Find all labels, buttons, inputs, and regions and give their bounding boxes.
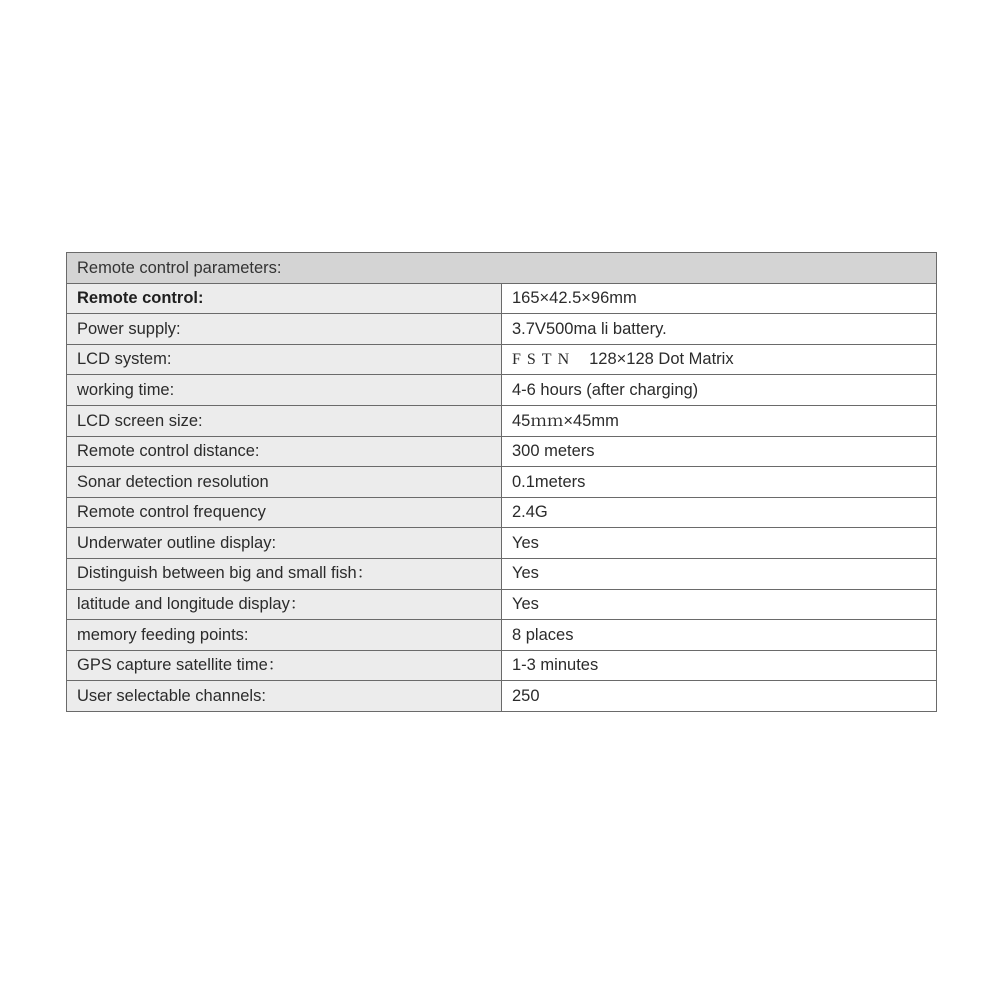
row-label: Sonar detection resolution (67, 467, 502, 498)
row-label: working time: (67, 375, 502, 406)
lcd-matrix-value: 128×128 Dot Matrix (589, 350, 734, 369)
row-value: 2.4G (502, 497, 937, 528)
row-value: 3.7V500ma li battery. (502, 314, 937, 345)
table-row (67, 528, 937, 559)
table-row (67, 497, 937, 528)
row-label: User selectable channels: (67, 681, 502, 712)
row-label: GPS capture satellite time： (67, 650, 502, 681)
row-label: Remote control: (67, 283, 502, 314)
table-header-row (67, 253, 937, 284)
table-row (67, 436, 937, 467)
table-row (67, 589, 937, 620)
table-row (67, 344, 937, 375)
spec-table (66, 252, 937, 712)
row-value: Yes (502, 558, 937, 589)
table-row (67, 283, 937, 314)
row-value (502, 344, 937, 375)
row-value: 8 places (502, 620, 937, 651)
table-row (67, 375, 937, 406)
table-title: Remote control parameters: (67, 253, 937, 284)
lcd-type-prefix: FSTN (512, 351, 576, 369)
row-label: Distinguish between big and small fish： (67, 558, 502, 589)
row-value: 0.1meters (502, 467, 937, 498)
table-row (67, 405, 937, 436)
row-value: 1-3 minutes (502, 650, 937, 681)
row-label: LCD screen size: (67, 405, 502, 436)
row-value: 165×42.5×96mm (502, 283, 937, 314)
row-label: latitude and longitude display： (67, 589, 502, 620)
row-label: memory feeding points: (67, 620, 502, 651)
table-row (67, 650, 937, 681)
row-value: Yes (502, 589, 937, 620)
row-value: Yes (502, 528, 937, 559)
table-row (67, 681, 937, 712)
row-label: Remote control frequency (67, 497, 502, 528)
row-label: LCD system: (67, 344, 502, 375)
row-value: 45ｍｍ×45mm (502, 405, 937, 436)
table-row (67, 620, 937, 651)
row-label: Underwater outline display: (67, 528, 502, 559)
table-row (67, 314, 937, 345)
row-value: 4-6 hours (after charging) (502, 375, 937, 406)
row-label: Remote control distance: (67, 436, 502, 467)
row-label: Power supply: (67, 314, 502, 345)
table-row (67, 467, 937, 498)
row-value: 300 meters (502, 436, 937, 467)
table-row (67, 558, 937, 589)
row-value: 250 (502, 681, 937, 712)
